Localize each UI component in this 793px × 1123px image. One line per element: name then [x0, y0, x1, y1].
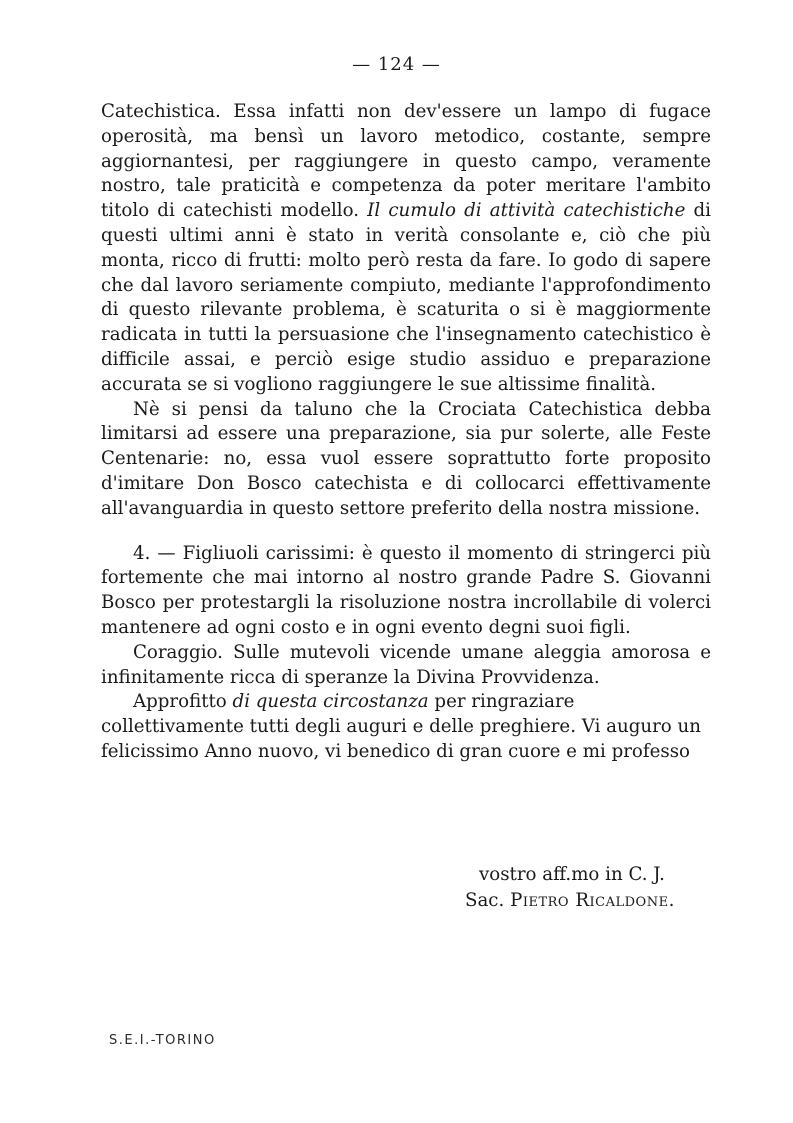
paragraph-1-italic: Il cumulo di attività catechistiche	[367, 200, 686, 222]
paragraph-2: Nè si pensi da taluno che la Crociata Catechistica debba limitarsi ad essere una preparazione, sia pur solerte, alle Feste Centenarie: no, essa vuol essere soprattutto forte proposito d'imitare Don Bosco catechista e di collocarci effettivamente all'avanguardia in questo settore preferito della nostra missione.	[101, 398, 711, 519]
page-number: — 124 —	[352, 54, 441, 75]
paragraph-1-text-a: Catechistica. Essa infatti non dev'essere un lampo di fugace operosità, ma bensì un lavoro metodico, costante, sempre aggiornantesi, per raggiungere in questo campo, veramente nostro, tale praticità e competenza da poter meritare l'ambito titolo di catechisti modello.	[101, 101, 711, 222]
paragraph-5-text-a: Approfitto	[133, 691, 233, 713]
paragraph-5	[101, 690, 711, 764]
printer-imprint: S.E.I.-TORINO	[109, 1033, 216, 1048]
paragraph-1-text-c: di questi ultimi anni è stato in verità consolante e, ciò che più monta, ricco di frutti: molto però resta da fare. Io godo di sapere che dal lavoro seriamente compiuto, mediante l'approfondimento di questo rilevante problema, è scaturita o si è maggiormente radicata in tutti la persuasione che l'insegnamento catechistico è difficile assai, e perciò esige studio assiduo e preparazione accurata se si vogliono raggiungere le sue altissime finalità.	[101, 200, 711, 395]
paragraph-1	[101, 100, 711, 398]
paragraph-5-text-c: per ringraziare collettivamente tutti degli auguri e delle preghiere. Vi auguro un felicissimo Anno nuovo, vi benedico di gran cuore e mi professo	[101, 691, 701, 762]
signature-line	[465, 888, 765, 914]
signature-title: Sac.	[465, 890, 505, 911]
paragraph-4: Coraggio. Sulle mutevoli vicende umane aleggia amorosa e infinitamente ricca di speranze la Divina Provvidenza.	[101, 641, 711, 688]
paragraph-5-italic: di questa circostanza	[232, 691, 429, 713]
paragraph-3-section-4: 4. — Figliuoli carissimi: è questo il momento di stringerci più fortemente che mai intorno al nostro grande Padre S. Giovanni Bosco per protestargli la risoluzione nostra incrollabile di volerci mantenere ad ogni costo e in ogni evento degni suoi figli.	[101, 542, 711, 638]
signature-closing: vostro aff.mo in C. J.	[479, 864, 665, 885]
signature-name: Pietro Ricaldone.	[510, 890, 675, 911]
letter-body	[101, 100, 711, 765]
signature-block	[465, 862, 765, 914]
